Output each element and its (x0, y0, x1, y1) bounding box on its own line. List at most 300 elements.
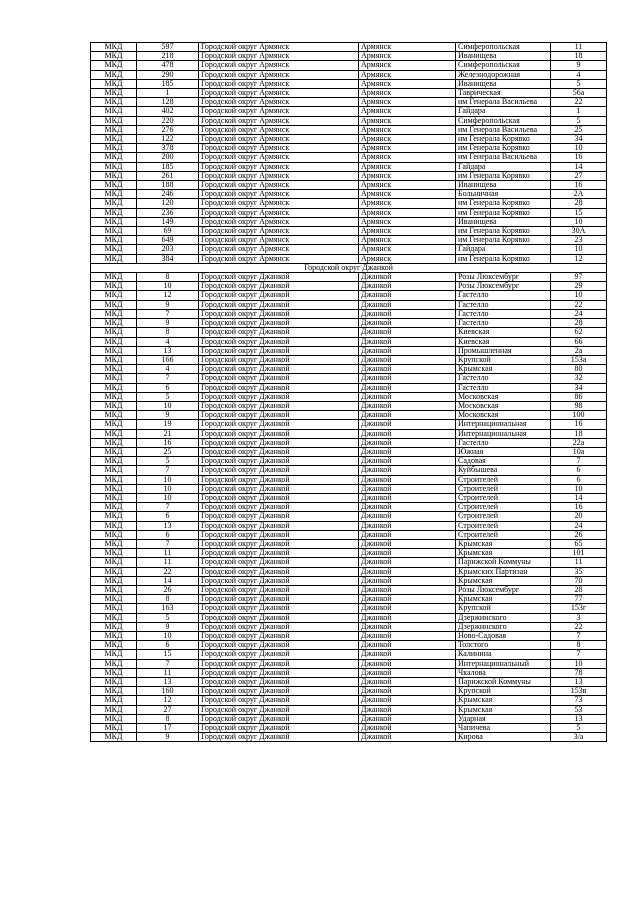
street-cell: Гастелло (456, 300, 551, 309)
street-cell: Московская (456, 411, 551, 420)
city-cell: Джанкой (359, 705, 456, 714)
municipality-cell: Городской округ Армянск (199, 144, 359, 153)
table-row (91, 420, 607, 429)
street-cell: им Генерала Корявко (456, 208, 551, 217)
municipality-cell: Городской округ Армянск (199, 254, 359, 263)
object-type-cell: МКД (91, 696, 137, 705)
table-row (91, 447, 607, 456)
table-row (91, 549, 607, 558)
municipality-cell: Городской округ Армянск (199, 162, 359, 171)
count-cell: 21 (137, 429, 199, 438)
object-type-cell: МКД (91, 116, 137, 125)
municipality-cell: Городской округ Джанкой (199, 613, 359, 622)
house-number-cell: 9 (551, 61, 607, 70)
count-cell: 7 (137, 503, 199, 512)
street-cell: Гастелло (456, 383, 551, 392)
house-number-cell: 13 (551, 714, 607, 723)
count-cell: 149 (137, 217, 199, 226)
table-row (91, 61, 607, 70)
city-cell: Джанкой (359, 585, 456, 594)
object-type-cell: МКД (91, 530, 137, 539)
municipality-cell: Городской округ Джанкой (199, 632, 359, 641)
city-cell: Джанкой (359, 355, 456, 364)
count-cell: 13 (137, 678, 199, 687)
count-cell: 122 (137, 135, 199, 144)
object-type-cell: МКД (91, 70, 137, 79)
housing-table (90, 42, 607, 742)
object-type-cell: МКД (91, 576, 137, 585)
city-cell: Армянск (359, 208, 456, 217)
count-cell: 9 (137, 622, 199, 631)
municipality-cell: Городской округ Джанкой (199, 309, 359, 318)
house-number-cell: 34 (551, 135, 607, 144)
table-row (91, 199, 607, 208)
house-number-cell: 15 (551, 208, 607, 217)
table-row (91, 521, 607, 530)
city-cell: Джанкой (359, 678, 456, 687)
table-row (91, 291, 607, 300)
city-cell: Армянск (359, 61, 456, 70)
count-cell: 276 (137, 125, 199, 134)
city-cell: Джанкой (359, 539, 456, 548)
municipality-cell: Городской округ Джанкой (199, 438, 359, 447)
municipality-cell: Городской округ Джанкой (199, 576, 359, 585)
house-number-cell: 97 (551, 273, 607, 282)
count-cell: 11 (137, 549, 199, 558)
table-row (91, 245, 607, 254)
object-type-cell: МКД (91, 309, 137, 318)
municipality-cell: Городской округ Армянск (199, 190, 359, 199)
house-number-cell: 10а (551, 447, 607, 456)
table-row (91, 411, 607, 420)
house-number-cell: 3 (551, 613, 607, 622)
count-cell: 384 (137, 254, 199, 263)
count-cell: 6 (137, 641, 199, 650)
table-row (91, 604, 607, 613)
object-type-cell: МКД (91, 705, 137, 714)
count-cell: 8 (137, 273, 199, 282)
count-cell: 200 (137, 153, 199, 162)
street-cell: Интернациональная (456, 429, 551, 438)
city-cell: Джанкой (359, 733, 456, 742)
city-cell: Джанкой (359, 558, 456, 567)
table-row (91, 659, 607, 668)
table-row (91, 678, 607, 687)
object-type-cell: МКД (91, 420, 137, 429)
table-row (91, 79, 607, 88)
municipality-cell: Городской округ Джанкой (199, 475, 359, 484)
municipality-cell: Городской округ Джанкой (199, 539, 359, 548)
object-type-cell: МКД (91, 632, 137, 641)
table-row (91, 365, 607, 374)
count-cell: 7 (137, 659, 199, 668)
city-cell: Джанкой (359, 438, 456, 447)
count-cell: 5 (137, 613, 199, 622)
count-cell: 12 (137, 291, 199, 300)
house-number-cell: 80 (551, 365, 607, 374)
street-cell: Крымских Партизан (456, 567, 551, 576)
house-number-cell: 10 (551, 484, 607, 493)
municipality-cell: Городской округ Джанкой (199, 346, 359, 355)
house-number-cell: 22 (551, 300, 607, 309)
house-number-cell: 7 (551, 632, 607, 641)
house-number-cell: 2а (551, 346, 607, 355)
count-cell: 22 (137, 567, 199, 576)
house-number-cell: 28 (551, 585, 607, 594)
city-cell: Армянск (359, 116, 456, 125)
table-row (91, 613, 607, 622)
street-cell: Строителей (456, 530, 551, 539)
municipality-cell: Городской округ Джанкой (199, 484, 359, 493)
house-number-cell: 24 (551, 309, 607, 318)
municipality-cell: Городской округ Джанкой (199, 447, 359, 456)
object-type-cell: МКД (91, 549, 137, 558)
municipality-cell: Городской округ Джанкой (199, 530, 359, 539)
municipality-cell: Городской округ Джанкой (199, 687, 359, 696)
street-cell: Иванищева (456, 52, 551, 61)
house-number-cell: 35 (551, 567, 607, 576)
municipality-cell: Городской округ Джанкой (199, 521, 359, 530)
municipality-cell: Городской округ Армянск (199, 135, 359, 144)
object-type-cell: МКД (91, 539, 137, 548)
municipality-cell: Городской округ Армянск (199, 107, 359, 116)
house-number-cell: 1 (551, 107, 607, 116)
house-number-cell: 66 (551, 337, 607, 346)
table-row (91, 355, 607, 364)
house-number-cell: 77 (551, 595, 607, 604)
table-row (91, 484, 607, 493)
house-number-cell: 23 (551, 236, 607, 245)
count-cell: 11 (137, 558, 199, 567)
street-cell: Крымская (456, 696, 551, 705)
table-row (91, 337, 607, 346)
municipality-cell: Городской округ Джанкой (199, 282, 359, 291)
house-number-cell: 25 (551, 125, 607, 134)
street-cell: Строителей (456, 475, 551, 484)
count-cell: 220 (137, 116, 199, 125)
object-type-cell: МКД (91, 208, 137, 217)
table-row (91, 696, 607, 705)
count-cell: 6 (137, 383, 199, 392)
house-number-cell: 56а (551, 89, 607, 98)
table-row (91, 89, 607, 98)
table-row (91, 438, 607, 447)
object-type-cell: МКД (91, 466, 137, 475)
street-cell: Куйбышева (456, 466, 551, 475)
municipality-cell: Городской округ Джанкой (199, 668, 359, 677)
table-row (91, 309, 607, 318)
count-cell: 246 (137, 190, 199, 199)
house-number-cell: 14 (551, 162, 607, 171)
house-number-cell: 29 (551, 282, 607, 291)
street-cell: Южная (456, 447, 551, 456)
count-cell: 27 (137, 705, 199, 714)
street-cell: Крымская (456, 576, 551, 585)
table-row (91, 107, 607, 116)
municipality-cell: Городской округ Джанкой (199, 355, 359, 364)
table-row (91, 687, 607, 696)
city-cell: Джанкой (359, 613, 456, 622)
city-cell: Джанкой (359, 484, 456, 493)
street-cell: Розы Люксембург (456, 273, 551, 282)
municipality-cell: Городской округ Армянск (199, 181, 359, 190)
street-cell: Крымская (456, 539, 551, 548)
count-cell: 163 (137, 604, 199, 613)
count-cell: 166 (137, 355, 199, 364)
count-cell: 6 (137, 512, 199, 521)
city-cell: Армянск (359, 153, 456, 162)
count-cell: 16 (137, 438, 199, 447)
municipality-cell: Городской округ Джанкой (199, 558, 359, 567)
object-type-cell: МКД (91, 337, 137, 346)
house-number-cell: 73 (551, 696, 607, 705)
city-cell: Джанкой (359, 530, 456, 539)
table-row (91, 52, 607, 61)
city-cell: Армянск (359, 98, 456, 107)
table-row (91, 153, 607, 162)
count-cell: 9 (137, 733, 199, 742)
object-type-cell: МКД (91, 300, 137, 309)
count-cell: 188 (137, 181, 199, 190)
street-cell: Гастелло (456, 319, 551, 328)
street-cell: Чапичева (456, 724, 551, 733)
object-type-cell: МКД (91, 227, 137, 236)
count-cell: 8 (137, 714, 199, 723)
table-row (91, 346, 607, 355)
street-cell: им Генерала Корявко (456, 135, 551, 144)
count-cell: 7 (137, 309, 199, 318)
table-row (91, 503, 607, 512)
municipality-cell: Городской округ Армянск (199, 153, 359, 162)
city-cell: Джанкой (359, 328, 456, 337)
table-row (91, 227, 607, 236)
count-cell: 5 (137, 457, 199, 466)
table-row (91, 705, 607, 714)
house-number-cell: 18 (551, 52, 607, 61)
house-number-cell: 62 (551, 328, 607, 337)
municipality-cell: Городской округ Армянск (199, 217, 359, 226)
house-number-cell: 13 (551, 678, 607, 687)
table-row (91, 724, 607, 733)
city-cell: Джанкой (359, 447, 456, 456)
city-cell: Армянск (359, 236, 456, 245)
house-number-cell: 22 (551, 98, 607, 107)
street-cell: Киевская (456, 337, 551, 346)
municipality-cell: Городской округ Джанкой (199, 585, 359, 594)
table-row (91, 70, 607, 79)
street-cell: Дзержинского (456, 613, 551, 622)
table-row (91, 530, 607, 539)
table-row (91, 383, 607, 392)
street-cell: Парижской Коммуны (456, 558, 551, 567)
table-row (91, 236, 607, 245)
city-cell: Джанкой (359, 521, 456, 530)
city-cell: Джанкой (359, 346, 456, 355)
municipality-cell: Городской округ Армянск (199, 98, 359, 107)
house-number-cell: 16 (551, 181, 607, 190)
street-cell: Симферопольская (456, 43, 551, 52)
municipality-cell: Городской округ Армянск (199, 245, 359, 254)
table-row (91, 328, 607, 337)
count-cell: 25 (137, 447, 199, 456)
object-type-cell: МКД (91, 401, 137, 410)
house-number-cell: 153г (551, 604, 607, 613)
object-type-cell: МКД (91, 714, 137, 723)
object-type-cell: МКД (91, 52, 137, 61)
house-number-cell: 28 (551, 319, 607, 328)
count-cell: 378 (137, 144, 199, 153)
street-cell: Интернациональный (456, 659, 551, 668)
street-cell: Строителей (456, 521, 551, 530)
city-cell: Армянск (359, 181, 456, 190)
municipality-cell: Городской округ Джанкой (199, 714, 359, 723)
table-row (91, 650, 607, 659)
object-type-cell: МКД (91, 79, 137, 88)
object-type-cell: МКД (91, 484, 137, 493)
street-cell: Крымская (456, 705, 551, 714)
municipality-cell: Городской округ Джанкой (199, 319, 359, 328)
street-cell: Розы Люксембург (456, 585, 551, 594)
city-cell: Джанкой (359, 714, 456, 723)
city-cell: Джанкой (359, 632, 456, 641)
house-number-cell: 10 (551, 217, 607, 226)
house-number-cell: 32 (551, 374, 607, 383)
table-row (91, 429, 607, 438)
object-type-cell: МКД (91, 392, 137, 401)
city-cell: Армянск (359, 144, 456, 153)
object-type-cell: МКД (91, 687, 137, 696)
count-cell: 1 (137, 89, 199, 98)
object-type-cell: МКД (91, 447, 137, 456)
street-cell: Иванищева (456, 79, 551, 88)
street-cell: Московская (456, 401, 551, 410)
house-number-cell: 12 (551, 254, 607, 263)
house-number-cell: 11 (551, 43, 607, 52)
municipality-cell: Городской округ Армянск (199, 79, 359, 88)
object-type-cell: МКД (91, 181, 137, 190)
municipality-cell: Городской округ Джанкой (199, 337, 359, 346)
object-type-cell: МКД (91, 641, 137, 650)
table-row (91, 217, 607, 226)
municipality-cell: Городской округ Джанкой (199, 724, 359, 733)
table-row (91, 116, 607, 125)
count-cell: 6 (137, 530, 199, 539)
count-cell: 7 (137, 374, 199, 383)
city-cell: Армянск (359, 171, 456, 180)
house-number-cell: 153в (551, 687, 607, 696)
house-number-cell: 14 (551, 493, 607, 502)
object-type-cell: МКД (91, 383, 137, 392)
municipality-cell: Городской округ Армянск (199, 199, 359, 208)
municipality-cell: Городской округ Джанкой (199, 650, 359, 659)
house-number-cell: 65 (551, 539, 607, 548)
municipality-cell: Городской округ Джанкой (199, 383, 359, 392)
street-cell: Розы Люксембург (456, 282, 551, 291)
table-row (91, 512, 607, 521)
municipality-cell: Городской округ Армянск (199, 116, 359, 125)
table-row (91, 392, 607, 401)
count-cell: 597 (137, 43, 199, 52)
count-cell: 160 (137, 687, 199, 696)
street-cell: Ударная (456, 714, 551, 723)
street-cell: Крымская (456, 595, 551, 604)
municipality-cell: Городской округ Джанкой (199, 549, 359, 558)
object-type-cell: МКД (91, 107, 137, 116)
municipality-cell: Городской округ Джанкой (199, 604, 359, 613)
city-cell: Джанкой (359, 641, 456, 650)
object-type-cell: МКД (91, 190, 137, 199)
count-cell: 12 (137, 696, 199, 705)
object-type-cell: МКД (91, 346, 137, 355)
count-cell: 69 (137, 227, 199, 236)
city-cell: Армянск (359, 70, 456, 79)
object-type-cell: МКД (91, 724, 137, 733)
municipality-cell: Городской округ Джанкой (199, 641, 359, 650)
city-cell: Джанкой (359, 475, 456, 484)
city-cell: Джанкой (359, 457, 456, 466)
municipality-cell: Городской округ Джанкой (199, 273, 359, 282)
street-cell: Таврическая (456, 89, 551, 98)
object-type-cell: МКД (91, 171, 137, 180)
count-cell: 4 (137, 365, 199, 374)
house-number-cell: 2А (551, 190, 607, 199)
count-cell: 203 (137, 245, 199, 254)
city-cell: Джанкой (359, 273, 456, 282)
street-cell: Ново-Садовая (456, 632, 551, 641)
house-number-cell: 22 (551, 622, 607, 631)
table-row (91, 273, 607, 282)
object-type-cell: МКД (91, 319, 137, 328)
municipality-cell: Городской округ Армянск (199, 52, 359, 61)
street-cell: им Генерала Корявко (456, 227, 551, 236)
count-cell: 218 (137, 52, 199, 61)
table-row (91, 539, 607, 548)
street-cell: Строителей (456, 493, 551, 502)
municipality-cell: Городской округ Джанкой (199, 365, 359, 374)
street-cell: Кирова (456, 733, 551, 742)
street-cell: Гастелло (456, 309, 551, 318)
city-cell: Джанкой (359, 503, 456, 512)
city-cell: Джанкой (359, 650, 456, 659)
object-type-cell: МКД (91, 254, 137, 263)
count-cell: 11 (137, 668, 199, 677)
table-row (91, 171, 607, 180)
count-cell: 7 (137, 539, 199, 548)
municipality-cell: Городской округ Джанкой (199, 300, 359, 309)
object-type-cell: МКД (91, 457, 137, 466)
table-row (91, 632, 607, 641)
count-cell: 13 (137, 521, 199, 530)
house-number-cell: 10 (551, 245, 607, 254)
table-row (91, 595, 607, 604)
city-cell: Джанкой (359, 595, 456, 604)
street-cell: Крупской (456, 355, 551, 364)
table-row (91, 98, 607, 107)
street-cell: им Генерала Васильева (456, 98, 551, 107)
municipality-cell: Городской округ Джанкой (199, 328, 359, 337)
city-cell: Армянск (359, 190, 456, 199)
count-cell: 185 (137, 162, 199, 171)
count-cell: 14 (137, 576, 199, 585)
house-number-cell: 6 (551, 466, 607, 475)
city-cell: Армянск (359, 79, 456, 88)
street-cell: Симферопольская (456, 61, 551, 70)
municipality-cell: Городской округ Армянск (199, 236, 359, 245)
object-type-cell: МКД (91, 585, 137, 594)
street-cell: Иванищева (456, 217, 551, 226)
street-cell: Гайдара (456, 107, 551, 116)
house-number-cell: 4 (551, 70, 607, 79)
